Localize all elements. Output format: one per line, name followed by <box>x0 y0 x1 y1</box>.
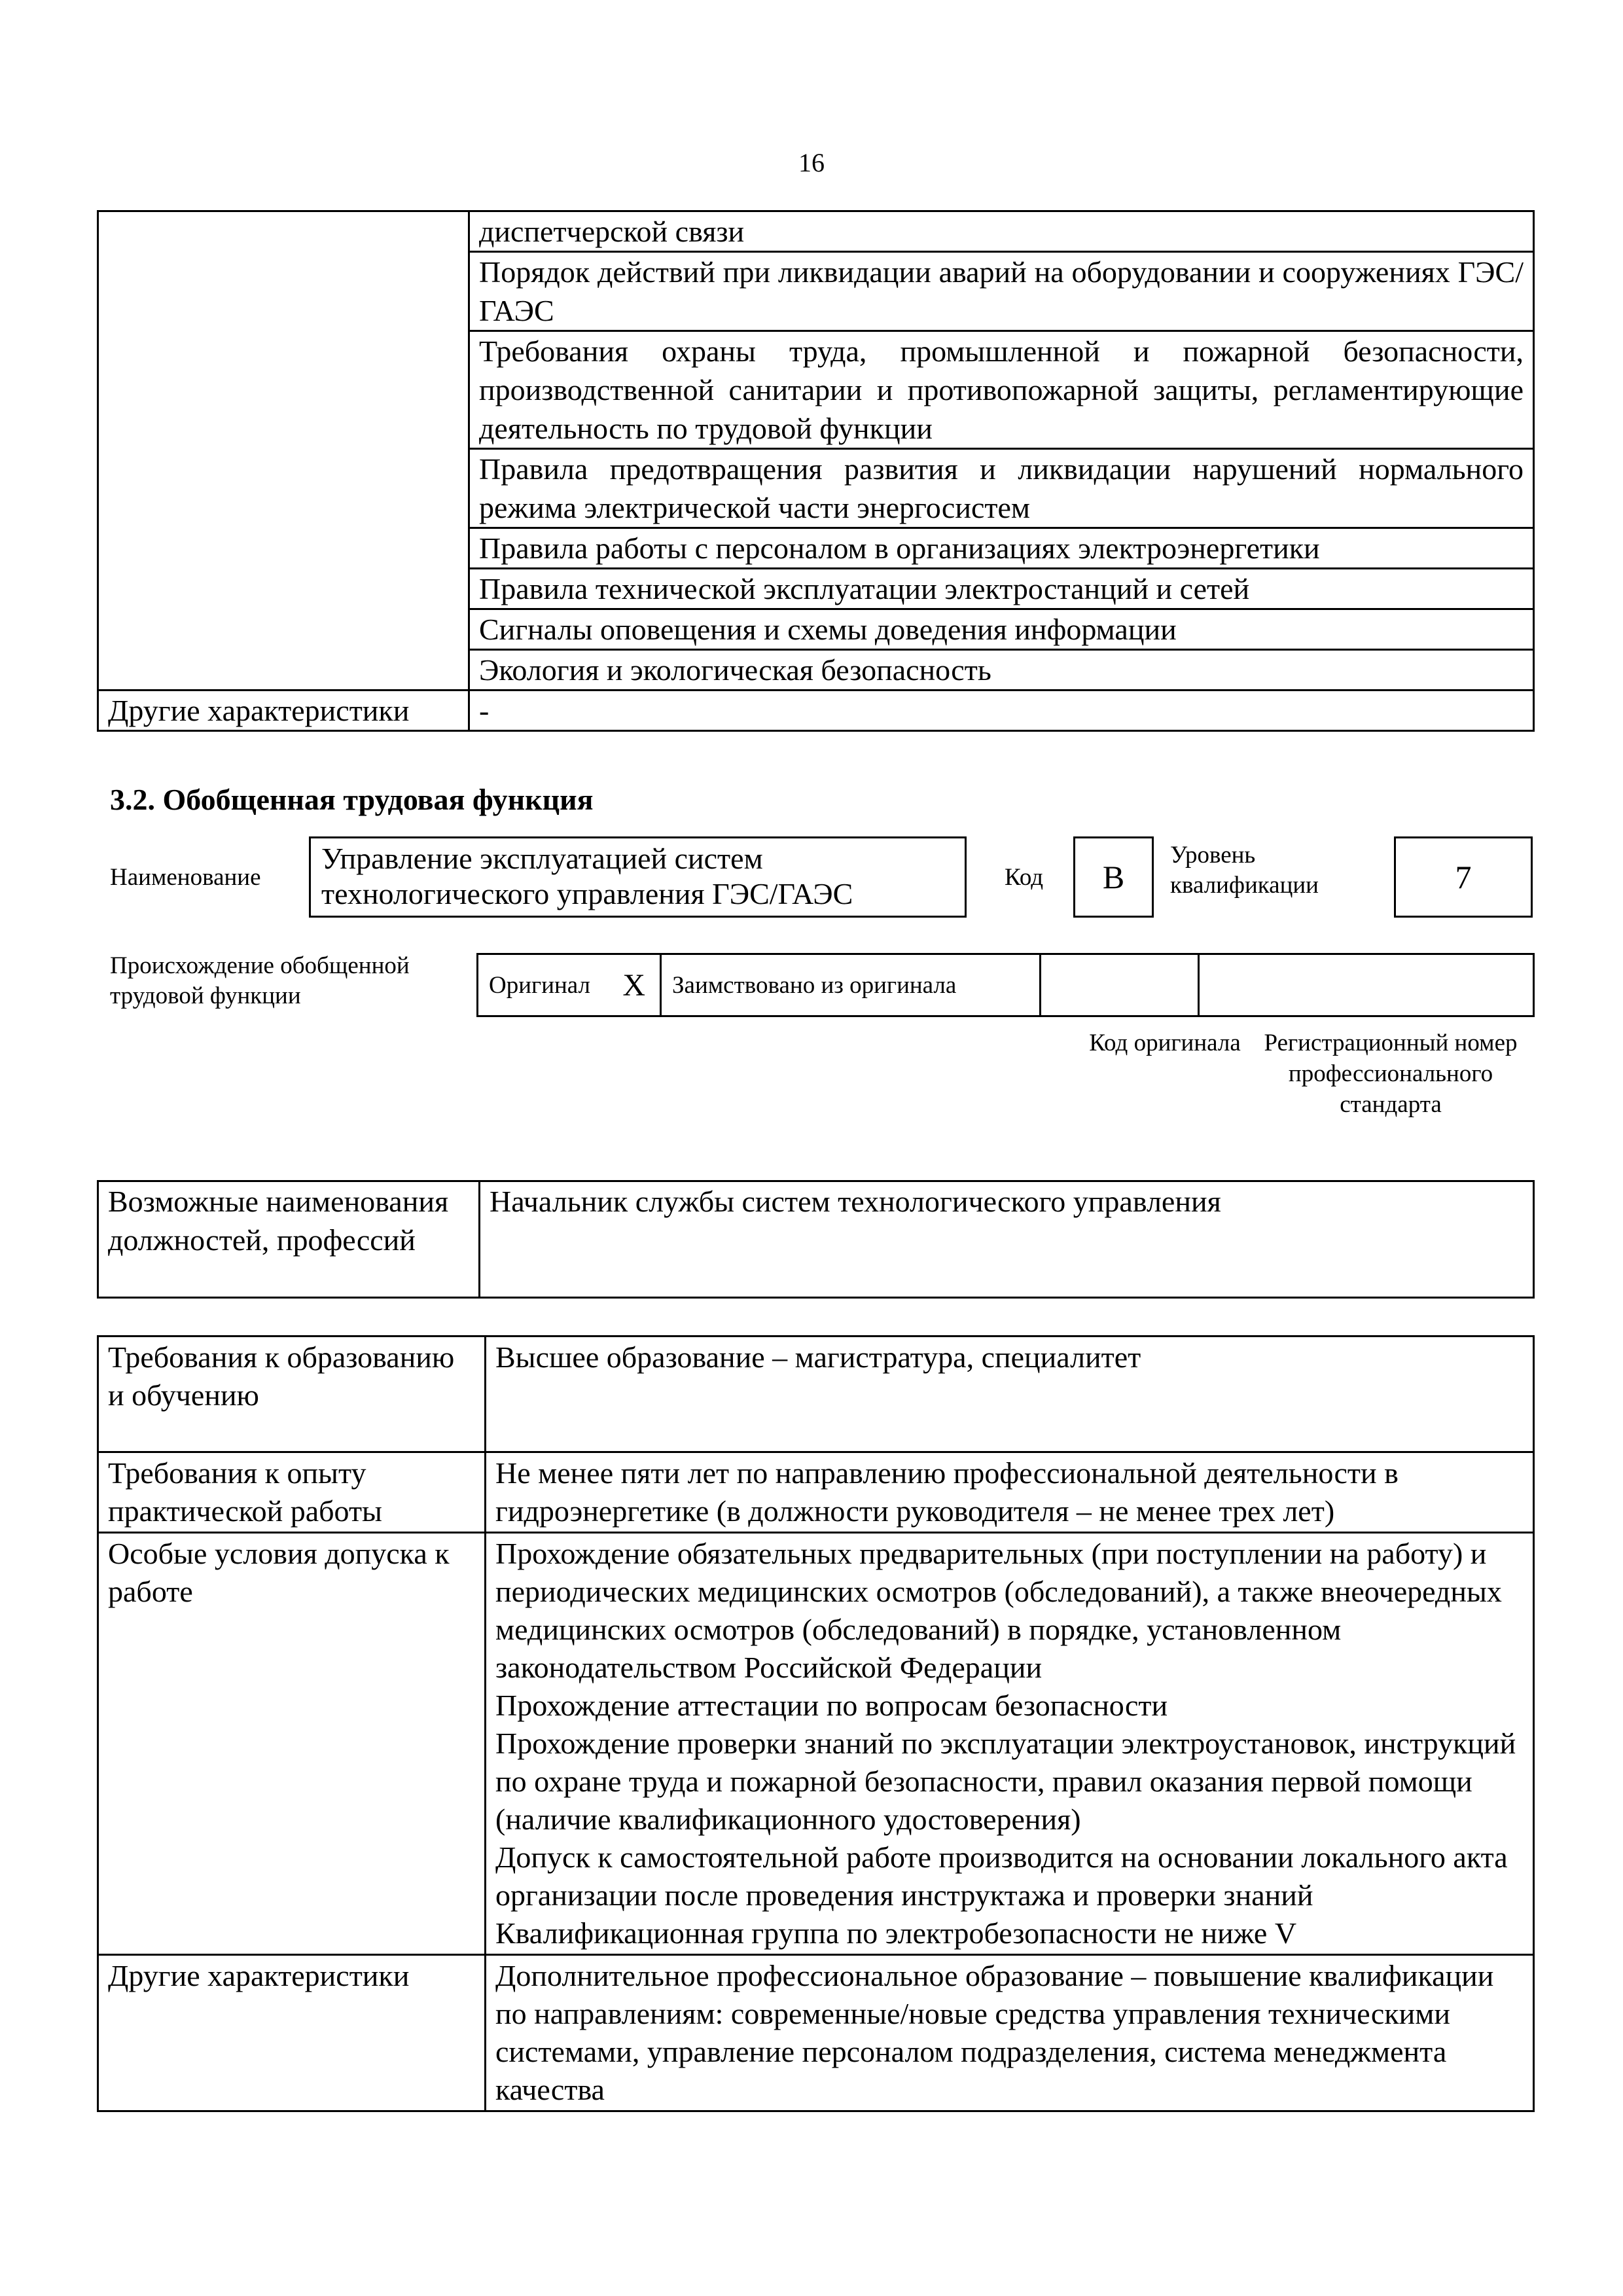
admission-value <box>486 1533 1534 1955</box>
knowledge-item: Экология и экологическая безопасность <box>469 650 1534 691</box>
other-value: Дополнительное профессиональное образование – повышение квалификации по направлениям: современные/новые средства управления техническими системами, управление персоналом подразделения, система менеджмента качества <box>486 1955 1534 2111</box>
level-label: Уровень квалификации <box>1170 842 1319 899</box>
admission-line: Прохождение обязательных предварительных (при поступлении на работу) и периодических медицинских осмотров (обследований), а также внеочередных медицинских осмотров (обследований) в порядке, установленном законодательством Российской Федерации <box>495 1537 1502 1684</box>
code-value: B <box>1102 859 1125 895</box>
admission-line: Прохождение аттестации по вопросам безопасности <box>495 1689 1168 1722</box>
code-box <box>1073 836 1154 918</box>
original-code-caption: Код оригинала <box>1089 1030 1241 1056</box>
education-value: Высшее образование – магистратура, специалитет <box>486 1336 1534 1452</box>
level-box <box>1394 836 1533 918</box>
original-label: Оригинал <box>478 954 609 1016</box>
table-row <box>98 1336 1534 1452</box>
function-name-value: Управление эксплуатацией систем технологического управления ГЭС/ГАЭС <box>321 842 853 910</box>
knowledge-item: диспетчерской связи <box>469 211 1534 252</box>
requirements-table <box>97 1335 1535 2112</box>
admission-line: Квалификационная группа по электробезопасности не ниже V <box>495 1916 1297 1950</box>
original-mark: X <box>609 954 661 1016</box>
knowledge-item: Требования охраны труда, промышленной и пожарной безопасности, производственной санитарии и противопожарной защиты, регламентирующие деятельность по трудовой функции <box>469 331 1534 449</box>
level-value: 7 <box>1455 859 1472 895</box>
page-number: 16 <box>798 148 825 177</box>
experience-label: Требования к опыту практической работы <box>98 1452 486 1533</box>
origin-table <box>476 953 1535 1017</box>
function-name-box <box>309 836 967 918</box>
other-characteristics-label: Другие характеристики <box>98 691 469 731</box>
knowledge-table <box>97 210 1535 732</box>
registration-number-caption: Регистрационный номер профессионального стандарта <box>1264 1030 1518 1118</box>
table-row <box>98 1452 1534 1533</box>
positions-value: Начальник службы систем технологического управления <box>480 1181 1534 1298</box>
admission-label: Особые условия допуска к работе <box>98 1533 486 1955</box>
positions-label: Возможные наименования должностей, профессий <box>98 1181 480 1298</box>
original-code-cell <box>1041 954 1199 1016</box>
positions-table <box>97 1180 1535 1299</box>
knowledge-label-cell <box>98 211 469 691</box>
knowledge-item: Сигналы оповещения и схемы доведения информации <box>469 609 1534 650</box>
origin-label: Происхождение обобщенной трудовой функции <box>110 952 410 1009</box>
code-label: Код <box>1005 864 1044 891</box>
admission-line: Прохождение проверки знаний по эксплуатации электроустановок, инструкций по охране труда и пожарной безопасности, правил оказания первой помощи (наличие квалификационного удостоверения) <box>495 1727 1516 1836</box>
admission-line: Допуск к самостоятельной работе производится на основании локального акта организации после проведения инструктажа и проверки знаний <box>495 1840 1508 1912</box>
registration-number-cell <box>1199 954 1534 1016</box>
other-label: Другие характеристики <box>98 1955 486 2111</box>
section-title: 3.2. Обобщенная трудовая функция <box>110 783 594 816</box>
knowledge-item: Порядок действий при ликвидации аварий на оборудовании и сооружениях ГЭС/ГАЭС <box>469 252 1534 331</box>
knowledge-item: Правила работы с персоналом в организациях электроэнергетики <box>469 528 1534 569</box>
knowledge-item: Правила технической эксплуатации электростанций и сетей <box>469 569 1534 609</box>
other-characteristics-value: - <box>469 691 1534 731</box>
name-label: Наименование <box>110 864 261 891</box>
knowledge-item: Правила предотвращения развития и ликвидации нарушений нормального режима электрической части энергосистем <box>469 449 1534 528</box>
experience-value: Не менее пяти лет по направлению профессиональной деятельности в гидроэнергетике (в должности руководителя – не менее трех лет) <box>486 1452 1534 1533</box>
borrowed-label: Заимствовано из оригинала <box>661 954 1041 1016</box>
table-row <box>98 1533 1534 1955</box>
education-label: Требования к образованию и обучению <box>98 1336 486 1452</box>
table-row <box>98 1955 1534 2111</box>
